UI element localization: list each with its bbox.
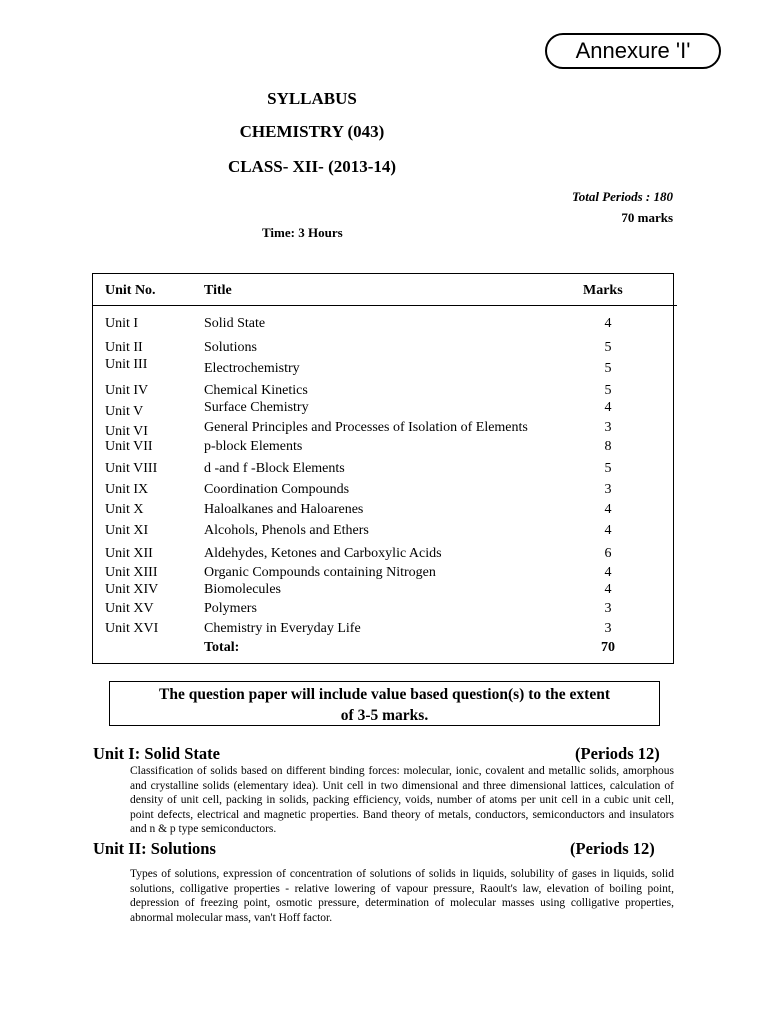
notice-line-1: The question paper will include value based question(s) to the extent bbox=[159, 686, 610, 703]
unit-1-title: Unit I: Solid State bbox=[93, 744, 220, 763]
syllabus-heading: SYLLABUS bbox=[267, 89, 357, 108]
total-marks-header: 70 marks bbox=[621, 210, 673, 225]
row-marks: 8 bbox=[604, 439, 612, 454]
row-title: Chemistry in Everyday Life bbox=[204, 621, 361, 636]
row-marks: 4 bbox=[604, 400, 612, 415]
exam-time: Time: 3 Hours bbox=[262, 225, 343, 240]
row-unit-no: Unit X bbox=[105, 502, 144, 517]
notice-line-2: of 3-5 marks. bbox=[340, 707, 429, 724]
row-unit-no: Unit IV bbox=[105, 383, 149, 398]
col-header-marks: Marks bbox=[583, 283, 623, 298]
row-title: Haloalkanes and Haloarenes bbox=[204, 502, 364, 517]
row-marks: 6 bbox=[604, 546, 612, 561]
row-title: Solid State bbox=[204, 316, 266, 331]
marks-table bbox=[92, 273, 674, 664]
unit-2-periods: (Periods 12) bbox=[570, 839, 655, 858]
row-title: Alcohols, Phenols and Ethers bbox=[204, 523, 369, 538]
row-marks: 5 bbox=[604, 340, 612, 355]
row-marks: 5 bbox=[604, 461, 612, 476]
unit-1-description: Classification of solids based on different binding forces: molecular, ionic, covalent and metallic solids, amorphous and crystalline solids (elementary idea). Unit cell in two dimensional and three dimensional lattices, calculation of density of unit cell, packing in solids, packing efficiency, voids, number of atoms per unit cell in a cubic unit cell, point defects, electrical and magnetic properties. Band theory of metals, conductors, semiconductors and insulators and n & p type semiconductors. bbox=[130, 765, 674, 836]
total-periods: Total Periods : 180 bbox=[572, 189, 673, 204]
row-title: d -and f -Block Elements bbox=[204, 461, 345, 476]
row-marks: 3 bbox=[604, 420, 612, 435]
annexure-badge: Annexure 'I' bbox=[545, 33, 721, 69]
row-marks: 4 bbox=[604, 502, 612, 517]
row-marks: 3 bbox=[604, 621, 612, 636]
row-unit-no: Unit I bbox=[105, 316, 139, 331]
row-title: Surface Chemistry bbox=[204, 400, 309, 415]
col-header-title: Title bbox=[204, 283, 232, 298]
total-label: Total: bbox=[204, 640, 240, 655]
total-marks: 70 bbox=[601, 640, 615, 655]
row-marks: 5 bbox=[604, 383, 612, 398]
row-unit-no: Unit VI bbox=[105, 424, 148, 439]
row-title: Organic Compounds containing Nitrogen bbox=[204, 565, 436, 580]
row-unit-no: Unit XII bbox=[105, 546, 153, 561]
value-based-notice bbox=[109, 681, 660, 726]
row-marks: 5 bbox=[604, 361, 612, 376]
row-unit-no: Unit IX bbox=[105, 482, 149, 497]
row-marks: 4 bbox=[604, 316, 612, 331]
unit-2-description: Types of solutions, expression of concentration of solutions of solids in liquids, solubility of gases in liquids, solid solutions, colligative properties - relative lowering of vapour pressure, Raoult's law, elevation of boiling point, depression of freezing point, osmotic pressure, determination of molecular masses using colligative properties, abnormal molecular mass, van't Hoff factor. bbox=[130, 868, 674, 924]
row-unit-no: Unit XIV bbox=[105, 582, 159, 597]
col-header-unit: Unit No. bbox=[105, 283, 156, 298]
row-marks: 3 bbox=[604, 482, 612, 497]
row-marks: 4 bbox=[604, 523, 612, 538]
row-unit-no: Unit XI bbox=[105, 523, 149, 538]
row-unit-no: Unit V bbox=[105, 404, 144, 419]
row-marks: 4 bbox=[604, 565, 612, 580]
row-unit-no: Unit VII bbox=[105, 439, 153, 454]
row-title: Polymers bbox=[204, 601, 257, 616]
row-unit-no: Unit VIII bbox=[105, 461, 158, 476]
row-unit-no: Unit III bbox=[105, 357, 148, 372]
row-unit-no: Unit II bbox=[105, 340, 143, 355]
row-title: Aldehydes, Ketones and Carboxylic Acids bbox=[204, 546, 442, 561]
row-title: p-block Elements bbox=[204, 439, 303, 454]
row-marks: 4 bbox=[604, 582, 612, 597]
row-title: Electrochemistry bbox=[204, 361, 300, 376]
unit-2-title: Unit II: Solutions bbox=[93, 839, 216, 858]
row-marks: 3 bbox=[604, 601, 612, 616]
row-unit-no: Unit XVI bbox=[105, 621, 159, 636]
class-heading: CLASS- XII- (2013-14) bbox=[227, 157, 397, 176]
row-unit-no: Unit XV bbox=[105, 601, 154, 616]
unit-1-periods: (Periods 12) bbox=[575, 744, 660, 763]
row-title: Chemical Kinetics bbox=[204, 383, 308, 398]
row-unit-no: Unit XIII bbox=[105, 565, 158, 580]
row-title: General Principles and Processes of Isolation of Elements bbox=[204, 420, 528, 435]
table-header-divider bbox=[92, 305, 677, 306]
row-title: Biomolecules bbox=[204, 582, 281, 597]
subject-heading: CHEMISTRY (043) bbox=[239, 122, 385, 141]
row-title: Coordination Compounds bbox=[204, 482, 350, 497]
row-title: Solutions bbox=[204, 340, 257, 355]
